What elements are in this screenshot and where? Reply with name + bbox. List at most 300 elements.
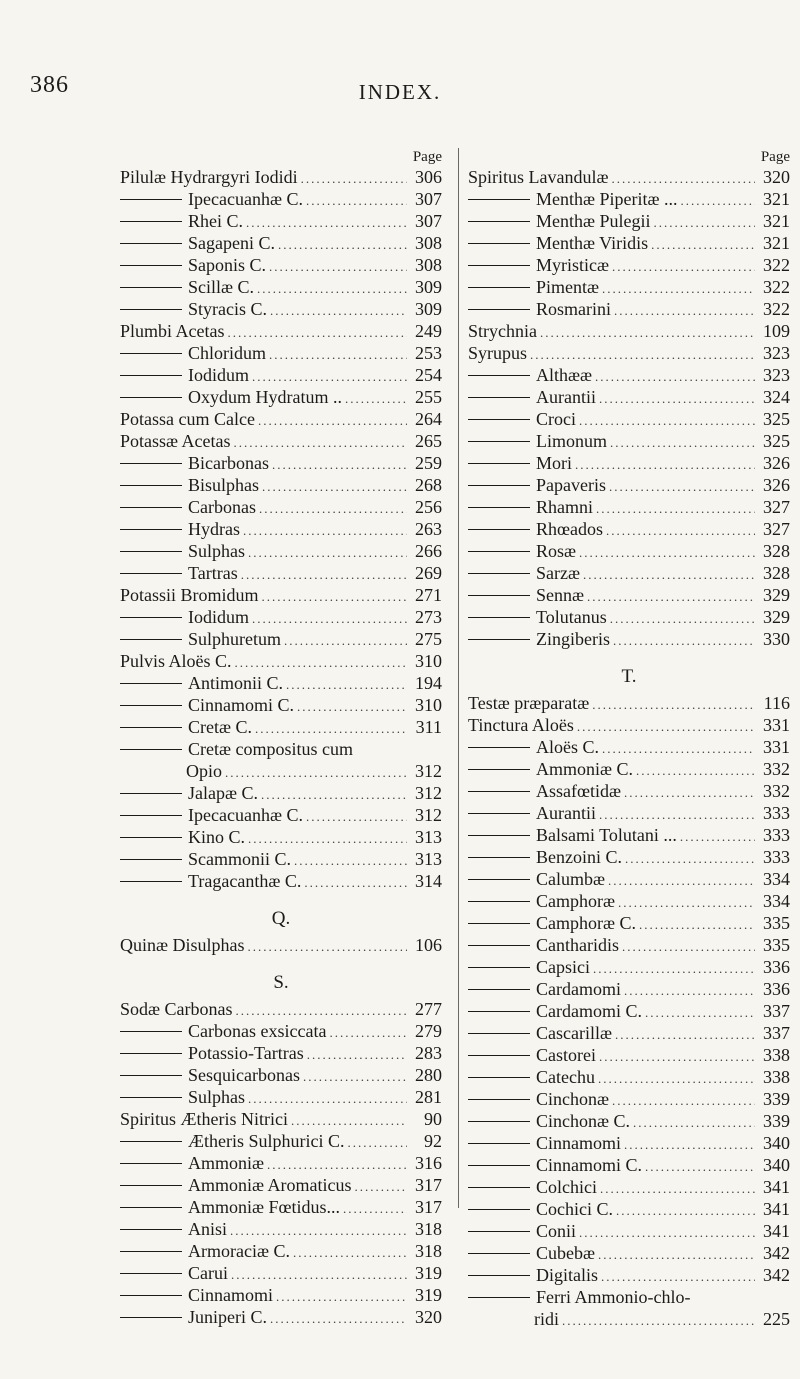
ditto-dash bbox=[120, 727, 182, 728]
entry-page-number: 259 bbox=[415, 453, 442, 473]
entry-page-number: 308 bbox=[415, 255, 442, 275]
entry-term: Rosmarini bbox=[536, 299, 611, 319]
index-subentry bbox=[120, 716, 442, 738]
entry-term: Cochici C. bbox=[536, 1199, 613, 1219]
index-entry bbox=[120, 166, 442, 188]
index-subentry bbox=[468, 780, 790, 802]
entry-term: Limonum bbox=[536, 431, 607, 451]
entry-term: Sesquicarbonas bbox=[188, 1065, 300, 1085]
dot-leader bbox=[278, 234, 407, 256]
dot-leader bbox=[612, 1090, 755, 1112]
dot-leader bbox=[601, 1266, 755, 1288]
dot-leader bbox=[276, 1286, 407, 1308]
entry-page-number: 337 bbox=[763, 1001, 790, 1021]
index-entry bbox=[120, 408, 442, 430]
entry-page-number: 268 bbox=[415, 475, 442, 495]
index-subentry bbox=[120, 276, 442, 298]
entry-page-number: 317 bbox=[415, 1175, 442, 1195]
entry-page-number: 341 bbox=[763, 1177, 790, 1197]
index-subentry bbox=[468, 1044, 790, 1066]
index-subentry bbox=[120, 870, 442, 892]
index-subentry bbox=[120, 848, 442, 870]
ditto-dash bbox=[120, 881, 182, 882]
ditto-dash bbox=[468, 375, 530, 376]
entry-term: Plumbi Acetas bbox=[120, 321, 225, 341]
ditto-dash bbox=[468, 551, 530, 552]
ditto-dash bbox=[468, 813, 530, 814]
entry-term: Tolutanus bbox=[536, 607, 607, 627]
index-subentry bbox=[468, 1198, 790, 1220]
entry-term: Hydras bbox=[188, 519, 240, 539]
entry-page-number: 322 bbox=[763, 255, 790, 275]
ditto-dash bbox=[468, 529, 530, 530]
index-subentry bbox=[120, 782, 442, 804]
ditto-dash bbox=[120, 485, 182, 486]
entry-term: Ammoniæ Fœtidus... bbox=[188, 1197, 341, 1217]
entry-page-number: 327 bbox=[763, 497, 790, 517]
index-subentry bbox=[468, 824, 790, 846]
dot-leader bbox=[246, 212, 407, 234]
ditto-dash bbox=[120, 1251, 182, 1252]
index-subentry bbox=[468, 1308, 790, 1330]
dot-leader bbox=[610, 432, 755, 454]
dot-leader bbox=[592, 694, 755, 716]
ditto-dash bbox=[468, 419, 530, 420]
index-subentry bbox=[120, 1306, 442, 1328]
entry-page-number: 263 bbox=[415, 519, 442, 539]
index-subentry bbox=[468, 758, 790, 780]
ditto-dash bbox=[468, 221, 530, 222]
ditto-dash bbox=[120, 1229, 182, 1230]
ditto-dash bbox=[468, 967, 530, 968]
index-subentry bbox=[468, 978, 790, 1000]
entry-term: Cinchonæ bbox=[536, 1089, 610, 1109]
entry-term: Antimonii C. bbox=[188, 673, 284, 693]
dot-leader bbox=[231, 1264, 407, 1286]
entry-page-number: 341 bbox=[763, 1199, 790, 1219]
entry-term: Kino C. bbox=[188, 827, 246, 847]
dot-leader bbox=[248, 936, 407, 958]
entry-term: Cardamomi C. bbox=[536, 1001, 642, 1021]
index-subentry bbox=[120, 540, 442, 562]
dot-leader bbox=[248, 1088, 407, 1110]
ditto-dash bbox=[468, 441, 530, 442]
entry-page-number: 334 bbox=[763, 869, 790, 889]
dot-leader bbox=[599, 1046, 755, 1068]
entry-term: Oxydum Hydratum .. bbox=[188, 387, 342, 407]
entry-page-number: 319 bbox=[415, 1263, 442, 1283]
dot-leader bbox=[645, 1156, 755, 1178]
index-entry bbox=[468, 692, 790, 714]
entry-page-number: 225 bbox=[763, 1309, 790, 1329]
entry-term: Strychnia bbox=[468, 321, 537, 341]
dot-leader bbox=[267, 1154, 407, 1176]
ditto-dash bbox=[120, 1207, 182, 1208]
entry-term: Potassa cum Calce bbox=[120, 409, 255, 429]
entry-term: Cinnamomi C. bbox=[536, 1155, 643, 1175]
entry-page-number: 254 bbox=[415, 365, 442, 385]
entry-page-number: 321 bbox=[763, 211, 790, 231]
entry-page-number: 266 bbox=[415, 541, 442, 561]
dot-leader bbox=[680, 826, 755, 848]
dot-leader bbox=[355, 1176, 408, 1198]
dot-leader bbox=[608, 870, 755, 892]
index-subentry bbox=[120, 760, 442, 782]
dot-leader bbox=[577, 716, 755, 738]
index-subentry bbox=[468, 1220, 790, 1242]
entry-term: Menthæ Pulegii bbox=[536, 211, 651, 231]
entry-page-number: 90 bbox=[424, 1109, 442, 1129]
entry-term: Myristicæ bbox=[536, 255, 610, 275]
entry-term: Tartras bbox=[188, 563, 238, 583]
dot-leader bbox=[587, 586, 755, 608]
entry-page-number: 280 bbox=[415, 1065, 442, 1085]
index-subentry bbox=[468, 606, 790, 628]
entry-term: Camphoræ C. bbox=[536, 913, 637, 933]
entry-term: Papaveris bbox=[536, 475, 606, 495]
entry-page-number: 325 bbox=[763, 409, 790, 429]
ditto-dash bbox=[468, 309, 530, 310]
dot-leader bbox=[306, 806, 407, 828]
entry-term: Cinchonæ C. bbox=[536, 1111, 631, 1131]
entry-page-number: 92 bbox=[424, 1131, 442, 1151]
index-subentry bbox=[468, 1154, 790, 1176]
ditto-dash bbox=[468, 747, 530, 748]
ditto-dash bbox=[120, 859, 182, 860]
ditto-dash bbox=[120, 815, 182, 816]
dot-leader bbox=[618, 892, 755, 914]
entry-page-number: 116 bbox=[763, 693, 790, 713]
dot-leader bbox=[236, 1000, 408, 1022]
entry-page-number: 308 bbox=[415, 233, 442, 253]
entry-term: Tragacanthæ C. bbox=[188, 871, 302, 891]
index-subentry bbox=[120, 628, 442, 650]
ditto-dash bbox=[468, 1055, 530, 1056]
entry-term: Sennæ bbox=[536, 585, 585, 605]
index-subentry bbox=[468, 1088, 790, 1110]
dot-leader bbox=[252, 366, 407, 388]
index-subentry bbox=[468, 736, 790, 758]
ditto-dash bbox=[120, 617, 182, 618]
ditto-dash bbox=[468, 945, 530, 946]
index-subentry bbox=[120, 386, 442, 408]
index-entry bbox=[120, 320, 442, 342]
entry-page-number: 307 bbox=[415, 189, 442, 209]
section-letter: S. bbox=[273, 972, 289, 993]
dot-leader bbox=[616, 1200, 755, 1222]
page-column-heading bbox=[468, 138, 790, 166]
ditto-dash bbox=[120, 1075, 182, 1076]
dot-leader bbox=[284, 630, 407, 652]
dot-leader bbox=[270, 1308, 407, 1330]
ditto-dash bbox=[120, 793, 182, 794]
entry-term: Cinnamomi C. bbox=[188, 695, 295, 715]
index-entry bbox=[120, 650, 442, 672]
entry-term: Potassæ Acetas bbox=[120, 431, 231, 451]
ditto-dash bbox=[468, 1121, 530, 1122]
dot-leader bbox=[579, 1222, 755, 1244]
section-letter: T. bbox=[621, 666, 637, 687]
entry-term: Sulphas bbox=[188, 541, 246, 561]
entry-term: Testæ præparatæ bbox=[468, 693, 590, 713]
ditto-dash bbox=[468, 879, 530, 880]
dot-leader bbox=[593, 958, 755, 980]
entry-term: Croci bbox=[536, 409, 576, 429]
ditto-dash bbox=[468, 1231, 530, 1232]
dot-leader bbox=[606, 520, 755, 542]
entry-page-number: 326 bbox=[763, 453, 790, 473]
dot-leader bbox=[225, 762, 407, 784]
entry-page-number: 322 bbox=[763, 299, 790, 319]
ditto-dash bbox=[120, 1053, 182, 1054]
index-subentry bbox=[120, 738, 442, 760]
entry-page-number: 249 bbox=[415, 321, 442, 341]
ditto-dash bbox=[120, 1295, 182, 1296]
index-subentry bbox=[468, 1286, 790, 1308]
index-subentry bbox=[468, 210, 790, 232]
index-subentry bbox=[120, 452, 442, 474]
index-subentry bbox=[120, 804, 442, 826]
dot-leader bbox=[252, 608, 407, 630]
entry-page-number: 255 bbox=[415, 387, 442, 407]
dot-leader bbox=[583, 564, 755, 586]
index-groups bbox=[468, 166, 790, 1330]
index-subentry bbox=[468, 188, 790, 210]
dot-leader bbox=[230, 1220, 407, 1242]
dot-leader bbox=[600, 1178, 755, 1200]
index-subentry bbox=[468, 868, 790, 890]
dot-leader bbox=[248, 828, 407, 850]
ditto-dash bbox=[468, 901, 530, 902]
ditto-dash bbox=[468, 595, 530, 596]
index-entry bbox=[468, 166, 790, 188]
index-subentry bbox=[468, 518, 790, 540]
ditto-dash bbox=[120, 199, 182, 200]
entry-page-number: 311 bbox=[415, 717, 442, 737]
entry-term: Iodidum bbox=[188, 365, 249, 385]
entry-page-number: 329 bbox=[763, 607, 790, 627]
running-head: INDEX. bbox=[358, 80, 442, 104]
dot-leader bbox=[306, 190, 407, 212]
entry-page-number: 333 bbox=[763, 803, 790, 823]
entry-page-number: 306 bbox=[415, 167, 442, 187]
entry-term: Bisulphas bbox=[188, 475, 260, 495]
entry-term: Carui bbox=[188, 1263, 228, 1283]
entry-term: Opio bbox=[186, 761, 222, 781]
dot-leader bbox=[243, 520, 407, 542]
entry-page-number: 312 bbox=[415, 783, 442, 803]
entry-term: Carbonas bbox=[188, 497, 256, 517]
entry-term: Cardamomi bbox=[536, 979, 621, 999]
ditto-dash bbox=[468, 1209, 530, 1210]
index-subentry bbox=[120, 562, 442, 584]
entry-term: Cubebæ bbox=[536, 1243, 596, 1263]
entry-page-number: 340 bbox=[763, 1155, 790, 1175]
entry-term: Calumbæ bbox=[536, 869, 606, 889]
entry-page-number: 338 bbox=[763, 1067, 790, 1087]
ditto-dash bbox=[120, 1185, 182, 1186]
dot-leader bbox=[262, 586, 407, 608]
entry-term: Sarzæ bbox=[536, 563, 580, 583]
ditto-dash bbox=[468, 791, 530, 792]
entry-page-number: 317 bbox=[415, 1197, 442, 1217]
entry-term: Spiritus Lavandulæ bbox=[468, 167, 609, 187]
dot-leader bbox=[575, 454, 755, 476]
index-groups bbox=[120, 166, 442, 1328]
index-subentry bbox=[468, 276, 790, 298]
entry-page-number: 334 bbox=[763, 891, 790, 911]
entry-page-number: 340 bbox=[763, 1133, 790, 1153]
ditto-dash bbox=[468, 769, 530, 770]
dot-leader bbox=[636, 760, 755, 782]
dot-leader bbox=[633, 1112, 755, 1134]
entry-term: Sulphuretum bbox=[188, 629, 281, 649]
entry-page-number: 331 bbox=[763, 737, 790, 757]
index-subentry bbox=[120, 1284, 442, 1306]
dot-leader bbox=[269, 256, 407, 278]
dot-leader bbox=[612, 168, 756, 190]
dot-leader bbox=[343, 1198, 407, 1220]
dot-leader bbox=[654, 212, 755, 234]
ditto-dash bbox=[120, 1163, 182, 1164]
dot-leader bbox=[599, 388, 755, 410]
entry-page-number: 342 bbox=[763, 1243, 790, 1263]
index-subentry bbox=[468, 1000, 790, 1022]
entry-term: Aloës C. bbox=[536, 737, 599, 757]
entry-page-number: 328 bbox=[763, 563, 790, 583]
entry-page-number: 339 bbox=[763, 1089, 790, 1109]
entry-term: Scammonii C. bbox=[188, 849, 291, 869]
ditto-dash bbox=[120, 221, 182, 222]
dot-leader bbox=[612, 256, 755, 278]
entry-term: Rosæ bbox=[536, 541, 577, 561]
ditto-dash bbox=[120, 705, 182, 706]
index-subentry bbox=[120, 672, 442, 694]
entry-page-number: 275 bbox=[415, 629, 442, 649]
ditto-dash bbox=[120, 265, 182, 266]
index-subentry bbox=[120, 606, 442, 628]
ditto-dash bbox=[468, 857, 530, 858]
index-subentry bbox=[468, 562, 790, 584]
index-entry bbox=[468, 342, 790, 364]
ditto-dash bbox=[468, 639, 530, 640]
entry-term: Potassio-Tartras bbox=[188, 1043, 304, 1063]
entry-term: Quinæ Disulphas bbox=[120, 935, 245, 955]
entry-page-number: 329 bbox=[763, 585, 790, 605]
dot-leader bbox=[614, 300, 755, 322]
dot-leader bbox=[303, 1066, 407, 1088]
index-subentry bbox=[468, 802, 790, 824]
index-subentry bbox=[120, 1218, 442, 1240]
entry-term: Capsici bbox=[536, 957, 590, 977]
ditto-dash bbox=[468, 1099, 530, 1100]
dot-leader bbox=[562, 1310, 755, 1332]
entry-term: Styracis C. bbox=[188, 299, 267, 319]
dot-leader bbox=[272, 454, 407, 476]
entry-term: Ammoniæ Aromaticus bbox=[188, 1175, 352, 1195]
index-entry bbox=[120, 1108, 442, 1130]
index-entry bbox=[120, 998, 442, 1020]
ditto-dash bbox=[468, 989, 530, 990]
dot-leader bbox=[613, 630, 755, 652]
ditto-dash bbox=[468, 243, 530, 244]
entry-page-number: 309 bbox=[415, 277, 442, 297]
ditto-dash bbox=[468, 835, 530, 836]
entry-page-number: 253 bbox=[415, 343, 442, 363]
entry-term: Cascarillæ bbox=[536, 1023, 612, 1043]
entry-page-number: 312 bbox=[415, 805, 442, 825]
index-column-left bbox=[120, 138, 442, 1328]
index-subentry bbox=[120, 1042, 442, 1064]
dot-leader bbox=[602, 278, 755, 300]
dot-leader bbox=[259, 498, 407, 520]
entry-page-number: 332 bbox=[763, 759, 790, 779]
entry-page-number: 321 bbox=[763, 189, 790, 209]
entry-term: Cretæ compositus cum bbox=[188, 739, 353, 759]
index-subentry bbox=[120, 474, 442, 496]
ditto-dash bbox=[120, 507, 182, 508]
entry-page-number: 326 bbox=[763, 475, 790, 495]
index-subentry bbox=[468, 1242, 790, 1264]
ditto-dash bbox=[468, 1077, 530, 1078]
index-subentry bbox=[468, 232, 790, 254]
ditto-dash bbox=[468, 485, 530, 486]
entry-page-number: 283 bbox=[415, 1043, 442, 1063]
entry-term: Syrupus bbox=[468, 343, 528, 363]
entry-term: Aurantii bbox=[536, 387, 596, 407]
index-subentry bbox=[468, 1132, 790, 1154]
ditto-dash bbox=[468, 1143, 530, 1144]
entry-page-number: 265 bbox=[415, 431, 442, 451]
ditto-dash bbox=[120, 1273, 182, 1274]
index-subentry bbox=[468, 956, 790, 978]
ditto-dash bbox=[120, 309, 182, 310]
index-subentry bbox=[120, 1174, 442, 1196]
index-subentry bbox=[120, 826, 442, 848]
ditto-dash bbox=[120, 749, 182, 750]
dot-leader bbox=[651, 234, 755, 256]
entry-term: Balsami Tolutani ... bbox=[536, 825, 677, 845]
entry-page-number: 321 bbox=[763, 233, 790, 253]
dot-leader bbox=[530, 344, 755, 366]
index-subentry bbox=[468, 540, 790, 562]
dot-leader bbox=[681, 190, 755, 212]
entry-term: Zingiberis bbox=[536, 629, 610, 649]
index-subentry bbox=[120, 496, 442, 518]
entry-term: Iodidum bbox=[188, 607, 249, 627]
entry-term: Carbonas exsiccata bbox=[188, 1021, 327, 1041]
entry-page-number: 319 bbox=[415, 1285, 442, 1305]
index-subentry bbox=[120, 188, 442, 210]
index-subentry bbox=[120, 1196, 442, 1218]
entry-term: Mori bbox=[536, 453, 572, 473]
entry-term: Castorei bbox=[536, 1045, 596, 1065]
dot-leader bbox=[241, 564, 407, 586]
ditto-dash bbox=[468, 199, 530, 200]
dot-leader bbox=[639, 914, 755, 936]
entry-term: Cinnamomi bbox=[536, 1133, 621, 1153]
ditto-dash bbox=[468, 1165, 530, 1166]
entry-page-number: 335 bbox=[763, 913, 790, 933]
entry-page-number: 327 bbox=[763, 519, 790, 539]
entry-page-number: 336 bbox=[763, 979, 790, 999]
index-subentry bbox=[120, 342, 442, 364]
index-subentry bbox=[468, 584, 790, 606]
index-subentry bbox=[468, 628, 790, 650]
entry-page-number: 194 bbox=[415, 673, 442, 693]
dot-leader bbox=[255, 718, 407, 740]
ditto-dash bbox=[468, 1187, 530, 1188]
